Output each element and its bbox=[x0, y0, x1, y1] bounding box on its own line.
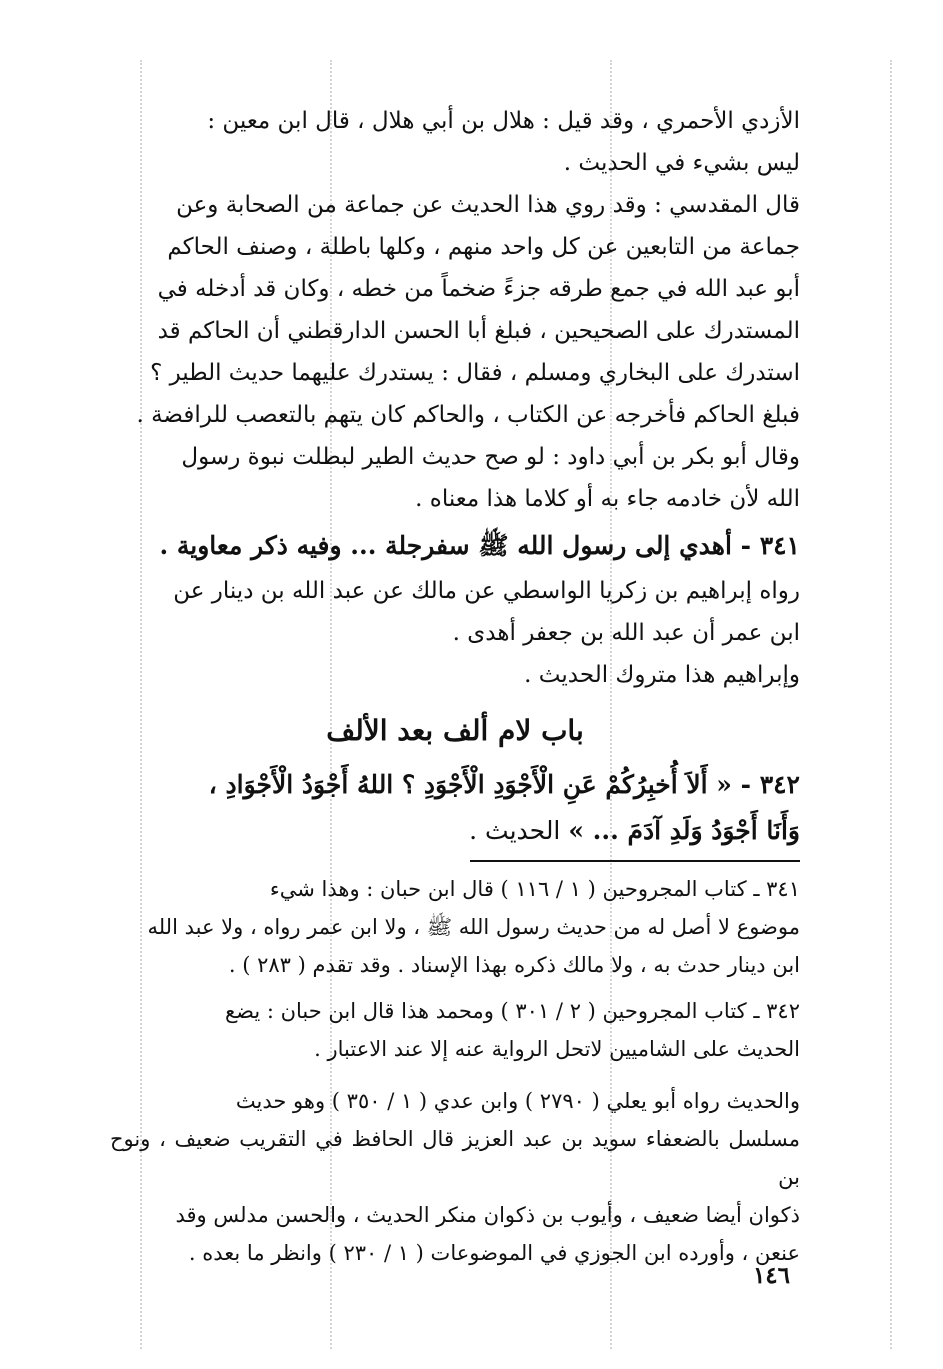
text-line: ٣٤٢ ـ كتاب المجروحين ( ٢ / ٣٠١ ) ومحمد هذا قال ابن حبان : يضع bbox=[224, 999, 800, 1023]
text-line: ٣٤١ ـ كتاب المجروحين ( ١ / ١١٦ ) قال ابن حبان : وهذا شيء bbox=[269, 877, 800, 901]
text-line: وإبراهيم هذا متروك الحديث . bbox=[524, 662, 800, 688]
text-line: موضوع لا أصل له من حديث رسول الله ﷺ ، ولا ابن عمر رواه ، ولا عبد الله bbox=[147, 915, 800, 939]
paragraph-2 bbox=[110, 184, 800, 436]
text-line: ابن دينار حدث به ، ولا مالك ذكره بهذا الإسناد . وقد تقدم ( ٢٨٣ ) . bbox=[228, 953, 800, 977]
footnote-divider bbox=[470, 860, 800, 862]
text-line: المستدرك على الصحيحين ، فبلغ أبا الحسن الدارقطني أن الحاكم قد bbox=[157, 318, 800, 344]
entry-342-heading bbox=[110, 762, 800, 854]
entry-342-line-1: ٣٤٢ - « أَلاَ أُخبِرُكُمْ عَنِ الْأَجْوَدِ الْأَجْوَدِ ؟ اللهُ أَجْوَدُ الْأَجْوَادِ ، bbox=[208, 770, 800, 799]
paragraph-4 bbox=[110, 570, 800, 654]
entry-342-line-2: وَأَنَا أَجْوَدُ وَلَدِ آدَمَ ... » bbox=[568, 816, 800, 845]
text-line: فبلغ الحاكم فأخرجه عن الكتاب ، والحاكم كان يتهم بالتعصب للرافضة . bbox=[136, 402, 800, 428]
text-line: قال المقدسي : وقد روي هذا الحديث عن جماعة من الصحابة وعن bbox=[176, 192, 800, 218]
text-line: رواه إبراهيم بن زكريا الواسطي عن مالك عن عبد الله بن دينار عن bbox=[173, 578, 800, 604]
text-line: والحديث رواه أبو يعلي ( ٢٧٩٠ ) وابن عدي ( ١ / ٣٥٠ ) وهو حديث bbox=[235, 1089, 800, 1113]
text-line: عنعن ، وأورده ابن الجوزي في الموضوعات ( ١ / ٢٣٠ ) وانظر ما بعده . bbox=[188, 1241, 800, 1265]
page-number: ١٤٦ bbox=[752, 1262, 790, 1289]
entry-342-line-2-rest: الحديث . bbox=[469, 816, 569, 845]
text-line: مسلسل بالضعفاء سويد بن عبد العزيز قال الحافظ في التقريب ضعيف ، ونوح بن bbox=[110, 1127, 800, 1189]
footnotes bbox=[110, 870, 800, 1272]
paragraph-1 bbox=[110, 100, 800, 184]
text-line: ابن عمر أن عبد الله بن جعفر أهدى . bbox=[452, 620, 800, 646]
scan-artifact-right bbox=[890, 60, 892, 1349]
main-text bbox=[110, 100, 800, 854]
text-line: وقال أبو بكر بن أبي داود : لو صح حديث الطير لبطلت نبوة رسول bbox=[181, 444, 800, 470]
text-line: جماعة من التابعين عن كل واحد منهم ، وكلها باطلة ، وصنف الحاكم bbox=[167, 234, 800, 260]
text-line: استدرك على البخاري ومسلم ، فقال : يستدرك عليهما حديث الطير ؟ bbox=[150, 360, 800, 386]
text-line: الله لأن خادمه جاء به أو كلاما هذا معناه . bbox=[415, 486, 800, 512]
text-line: أبو عبد الله في جمع طرقه جزءً ضخماً من خطه ، وكان قد أدخله في bbox=[157, 276, 800, 302]
footnote-341 bbox=[110, 870, 800, 984]
text-line: الأزدي الأحمري ، وقد قيل : هلال بن أبي هلال ، قال ابن معين : bbox=[207, 108, 800, 134]
entry-341-heading: ٣٤١ - أهدي إلى رسول الله ﷺ سفرجلة ... وفيه ذكر معاوية . bbox=[159, 531, 800, 560]
text-line: ليس بشيء في الحديث . bbox=[563, 150, 800, 176]
paragraph-3 bbox=[110, 436, 800, 520]
footnote-342 bbox=[110, 992, 800, 1068]
paragraph-5 bbox=[110, 654, 800, 696]
page-body bbox=[110, 100, 800, 1272]
section-title: باب لام ألف بعد الألف bbox=[326, 714, 584, 747]
text-line: الحديث على الشاميين لاتحل الرواية عنه إلا عند الاعتبار . bbox=[314, 1037, 800, 1061]
footnote-extra bbox=[110, 1082, 800, 1272]
text-line: ذكوان أيضا ضعيف ، وأيوب بن ذكوان منكر الحديث ، والحسن مدلس وقد bbox=[175, 1203, 800, 1227]
